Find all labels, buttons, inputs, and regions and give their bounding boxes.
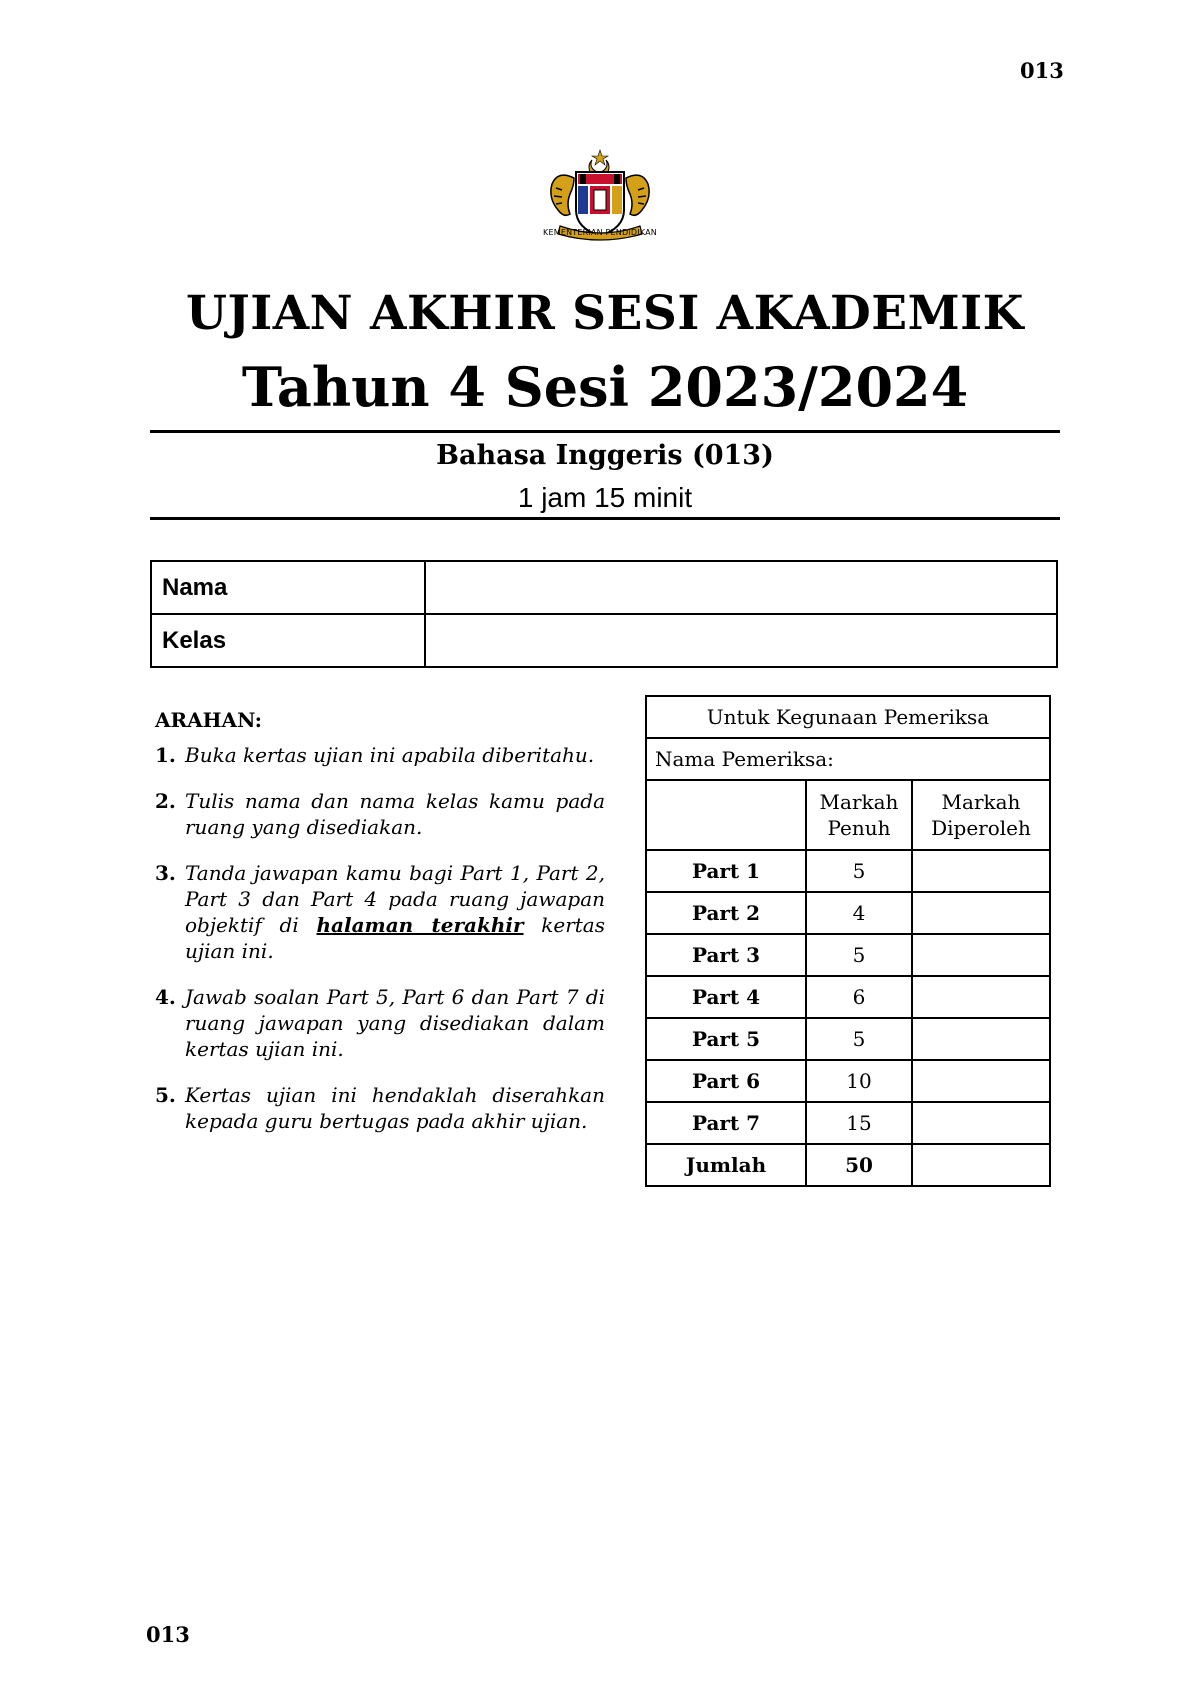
examiner-label: Nama Pemeriksa: xyxy=(646,738,1050,780)
col-obtained-line2: Diperoleh xyxy=(931,816,1031,840)
instruction-text-part: Tanda jawapan kamu bagi Part 1, Part 2, Part 3 dan Part 4 pada ruang jawapan objektif di xyxy=(185,861,605,937)
class-field[interactable] xyxy=(425,614,1057,667)
crest-caption: KEMENTERIAN PENDIDIKAN xyxy=(543,228,657,237)
instruction-item xyxy=(155,984,605,1062)
col-full-header xyxy=(806,780,912,850)
name-field[interactable] xyxy=(425,561,1057,614)
total-obtained-cell[interactable] xyxy=(912,1144,1050,1186)
exam-subtitle: Tahun 4 Sesi 2023/2024 xyxy=(241,355,969,419)
obtained-marks-cell[interactable] xyxy=(912,934,1050,976)
table-row xyxy=(646,934,1050,976)
instruction-item xyxy=(155,1082,605,1134)
class-row xyxy=(151,614,1057,667)
col-full-line1: Markah xyxy=(819,790,899,814)
part-label: Part 3 xyxy=(646,934,806,976)
total-label: Jumlah xyxy=(646,1144,806,1186)
instruction-text xyxy=(185,860,605,964)
marks-caption: Untuk Kegunaan Pemeriksa xyxy=(646,696,1050,738)
instructions-title: ARAHAN: xyxy=(155,708,263,732)
obtained-marks-cell[interactable] xyxy=(912,1060,1050,1102)
obtained-marks-cell[interactable] xyxy=(912,892,1050,934)
instruction-text: Jawab soalan Part 5, Part 6 dan Part 7 di ruang jawapan yang disediakan dalam kertas ujian ini. xyxy=(185,985,605,1061)
full-marks: 10 xyxy=(806,1060,912,1102)
instruction-item xyxy=(155,742,605,768)
instruction-text: Tulis nama dan nama kelas kamu pada ruang yang disediakan. xyxy=(185,789,605,839)
table-row xyxy=(646,976,1050,1018)
examiner-row xyxy=(646,738,1050,780)
name-row xyxy=(151,561,1057,614)
part-label: Part 1 xyxy=(646,850,806,892)
table-row xyxy=(646,1018,1050,1060)
header-rule-bottom xyxy=(150,517,1060,520)
instruction-item xyxy=(155,788,605,840)
total-full-marks: 50 xyxy=(806,1144,912,1186)
full-marks: 5 xyxy=(806,850,912,892)
page-code-top: 013 xyxy=(1020,58,1064,83)
table-row xyxy=(646,1102,1050,1144)
instruction-number: 2. xyxy=(155,789,176,813)
instruction-number: 5. xyxy=(155,1083,176,1107)
full-marks: 15 xyxy=(806,1102,912,1144)
instruction-text-part: kertas ujian ini. xyxy=(185,913,605,963)
class-label: Kelas xyxy=(151,614,425,667)
header-rule-top xyxy=(150,430,1060,433)
page-code-bottom: 013 xyxy=(146,1622,190,1647)
instructions xyxy=(155,708,605,1154)
col-full-line2: Penuh xyxy=(827,816,891,840)
subject-label: Bahasa Inggeris (013) xyxy=(436,440,774,471)
part-label: Part 7 xyxy=(646,1102,806,1144)
instruction-number: 4. xyxy=(155,985,176,1009)
full-marks: 4 xyxy=(806,892,912,934)
total-row xyxy=(646,1144,1050,1186)
instruction-emphasis: halaman terakhir xyxy=(316,913,524,937)
full-marks: 6 xyxy=(806,976,912,1018)
col-obtained-header xyxy=(912,780,1050,850)
col-obtained-line1: Markah xyxy=(941,790,1021,814)
marks-header-row xyxy=(646,780,1050,850)
instruction-text: Buka kertas ujian ini apabila diberitahu. xyxy=(185,743,595,767)
part-label: Part 4 xyxy=(646,976,806,1018)
name-label: Nama xyxy=(151,561,425,614)
marks-table xyxy=(645,695,1051,1187)
exam-title: UJIAN AKHIR SESI AKADEMIK xyxy=(185,286,1024,341)
full-marks: 5 xyxy=(806,1018,912,1060)
instruction-text: Kertas ujian ini hendaklah diserahkan kepada guru bertugas pada akhir ujian. xyxy=(185,1083,605,1133)
identity-table xyxy=(150,560,1058,668)
instruction-number: 1. xyxy=(155,743,176,767)
marks-caption-row xyxy=(646,696,1050,738)
obtained-marks-cell[interactable] xyxy=(912,850,1050,892)
instruction-item xyxy=(155,860,605,964)
obtained-marks-cell[interactable] xyxy=(912,1102,1050,1144)
obtained-marks-cell[interactable] xyxy=(912,976,1050,1018)
full-marks: 5 xyxy=(806,934,912,976)
table-row xyxy=(646,850,1050,892)
part-label: Part 5 xyxy=(646,1018,806,1060)
marks-header-blank xyxy=(646,780,806,850)
table-row xyxy=(646,1060,1050,1102)
table-row xyxy=(646,892,1050,934)
instructions-list xyxy=(155,742,605,1134)
part-label: Part 6 xyxy=(646,1060,806,1102)
obtained-marks-cell[interactable] xyxy=(912,1018,1050,1060)
part-label: Part 2 xyxy=(646,892,806,934)
duration-label: 1 jam 15 minit xyxy=(517,482,693,513)
instruction-number: 3. xyxy=(155,861,176,885)
